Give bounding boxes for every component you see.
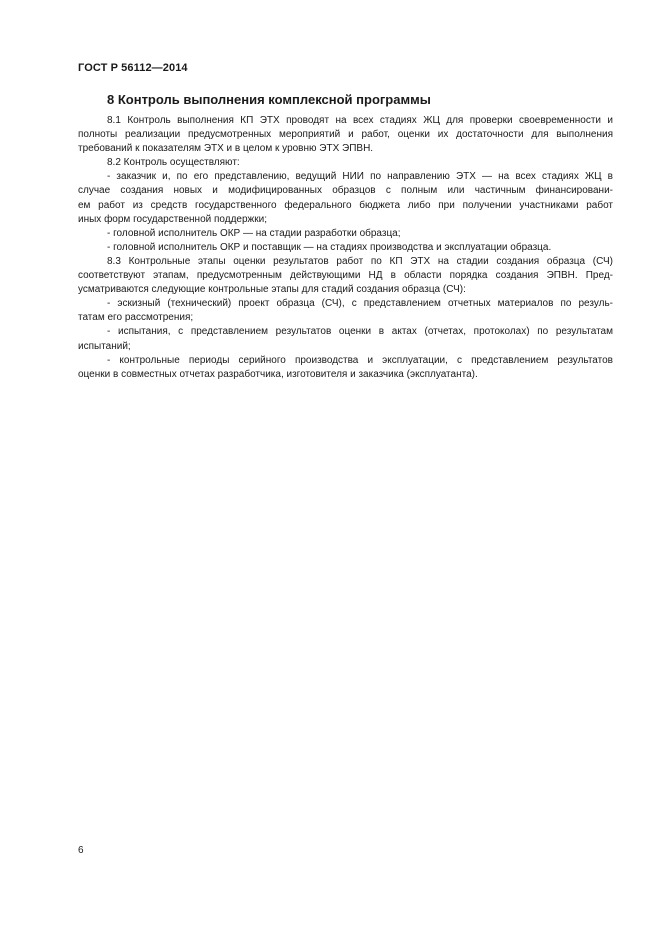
text-line: испытаний; [78, 340, 131, 352]
text-line: соответствуют этапам, предусмотренным действующими НД в области порядка создания ЭПВН. Пред- [78, 270, 613, 282]
text-line: случае создания новых и модифицированных образцов с полным или частичным финансировани- [78, 185, 613, 197]
text-line: усматриваются следующие контрольные этапы для стадий создания образца (СЧ): [78, 284, 466, 296]
text-line: ем работ из средств государственного федерального бюджета либо при получении участниками работ [78, 199, 613, 211]
section-title: 8 Контроль выполнения комплексной программы [107, 92, 431, 107]
text-line: 8.3 Контрольные этапы оценки результатов работ по КП ЭТХ на стадии создания образца (СЧ) [107, 255, 613, 267]
section-body [78, 114, 613, 382]
text-line: полноты реализации предусмотренных мероприятий и работ, оценки их достаточности для выполнения [78, 129, 613, 141]
text-line: - головной исполнитель ОКР и поставщик — на стадиях производства и эксплуатации образца. [107, 241, 552, 253]
page-number: 6 [78, 845, 84, 856]
text-line: - испытания, с представлением результатов оценки в актах (отчетах, протоколах) по результатам [107, 326, 613, 338]
text-line: 8.1 Контроль выполнения КП ЭТХ проводят на всех стадиях ЖЦ для проверки своевременности и [107, 115, 613, 126]
document-code: ГОСТ Р 56112—2014 [78, 62, 188, 74]
text-line: 8.2 Контроль осуществляют: [107, 157, 240, 169]
text-line: иных форм государственной поддержки; [78, 213, 267, 225]
text-line: - эскизный (технический) проект образца (СЧ), с представлением отчетных материалов по резуль- [107, 298, 613, 310]
text-line: оценки в совместных отчетах разработчика, изготовителя и заказчика (эксплуатанта). [78, 368, 478, 380]
text-line: требований к показателям ЭТХ и в целом к уровню ЭТХ ЭПВН. [78, 143, 374, 155]
text-line: татам его рассмотрения; [78, 312, 194, 324]
text-line: - заказчик и, по его представлению, ведущий НИИ по направлению ЭТХ — на всех стадиях ЖЦ в [107, 171, 613, 183]
text-line: - головной исполнитель ОКР — на стадии разработки образца; [107, 227, 401, 239]
text-line: - контрольные периоды серийного производства и эксплуатации, с представлением результатов [107, 354, 613, 366]
